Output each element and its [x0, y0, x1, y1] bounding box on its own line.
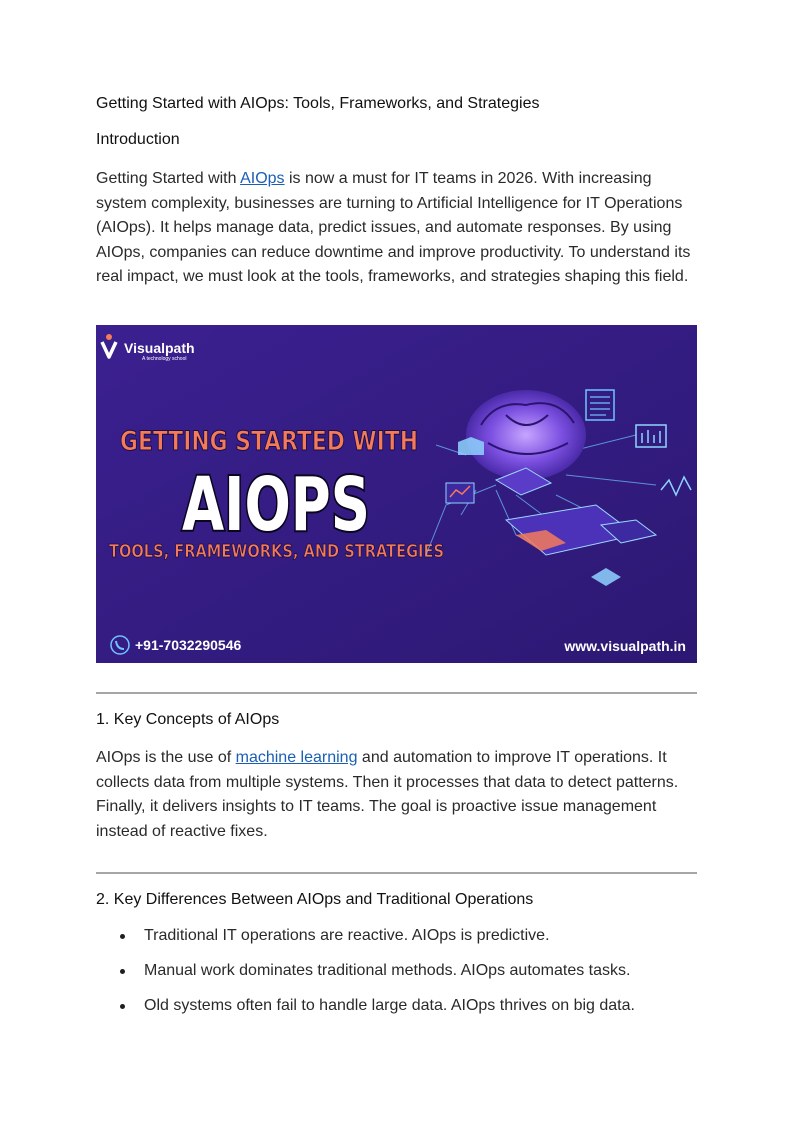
aiops-banner-image: [96, 325, 697, 663]
brand-tagline: A technology school: [142, 356, 187, 362]
intro-text-rest: is now a must for IT teams in 2026. With increasing system complexity, businesses are turning to Artificial Intelligence for IT Operations (AIOps). It helps manage data, predict issues, and automate responses. By using AIOps, companies can reduce downtime and improve productivity. To understand its real impact, we must look at the tools, frameworks, and strategies shaping this field.: [96, 170, 691, 285]
list-item-text: Traditional IT operations are reactive. AIOps is predictive.: [144, 927, 550, 944]
bullet-icon: [120, 969, 125, 974]
aiops-link[interactable]: AIOps: [240, 170, 285, 187]
differences-list: [96, 926, 698, 1031]
bullet-icon: [120, 1004, 125, 1009]
section1-paragraph: [96, 746, 698, 844]
brand-name: Visualpath: [124, 340, 195, 356]
machine-learning-link[interactable]: machine learning: [235, 749, 358, 766]
introduction-heading: Introduction: [96, 131, 180, 148]
list-item: [96, 926, 698, 961]
intro-paragraph: [96, 167, 698, 290]
banner-phone: +91-7032290546: [135, 637, 242, 653]
banner-line-getting-started: GETTING STARTED WITH: [120, 426, 418, 457]
list-item: [96, 961, 698, 996]
section-divider: [96, 692, 697, 694]
section-divider: [96, 872, 697, 874]
list-item-text: Manual work dominates traditional methods. AIOps automates tasks.: [144, 962, 631, 979]
section1-heading: 1. Key Concepts of AIOps: [96, 711, 280, 728]
intro-text-start: Getting Started with: [96, 170, 241, 187]
section2-heading: 2. Key Differences Between AIOps and Traditional Operations: [96, 891, 534, 908]
banner-line-tools: TOOLS, FRAMEWORKS, AND STRATEGIES: [109, 541, 444, 562]
banner-website: www.visualpath.in: [564, 638, 686, 654]
section1-text-start: AIOps is the use of: [96, 749, 236, 766]
document-title: Getting Started with AIOps: Tools, Frameworks, and Strategies: [96, 95, 540, 112]
banner-line-aiops: AIOPS: [182, 462, 370, 548]
section1-text-rest: and automation to improve IT operations. It collects data from multiple systems. Then it processes that data to detect patterns. Finally, it delivers insights to IT teams. The goal is proactive issue management instead of reactive fixes.: [96, 749, 679, 840]
list-item-text: Old systems often fail to handle large data. AIOps thrives on big data.: [144, 997, 635, 1014]
list-item: [96, 996, 698, 1031]
bullet-icon: [120, 934, 125, 939]
